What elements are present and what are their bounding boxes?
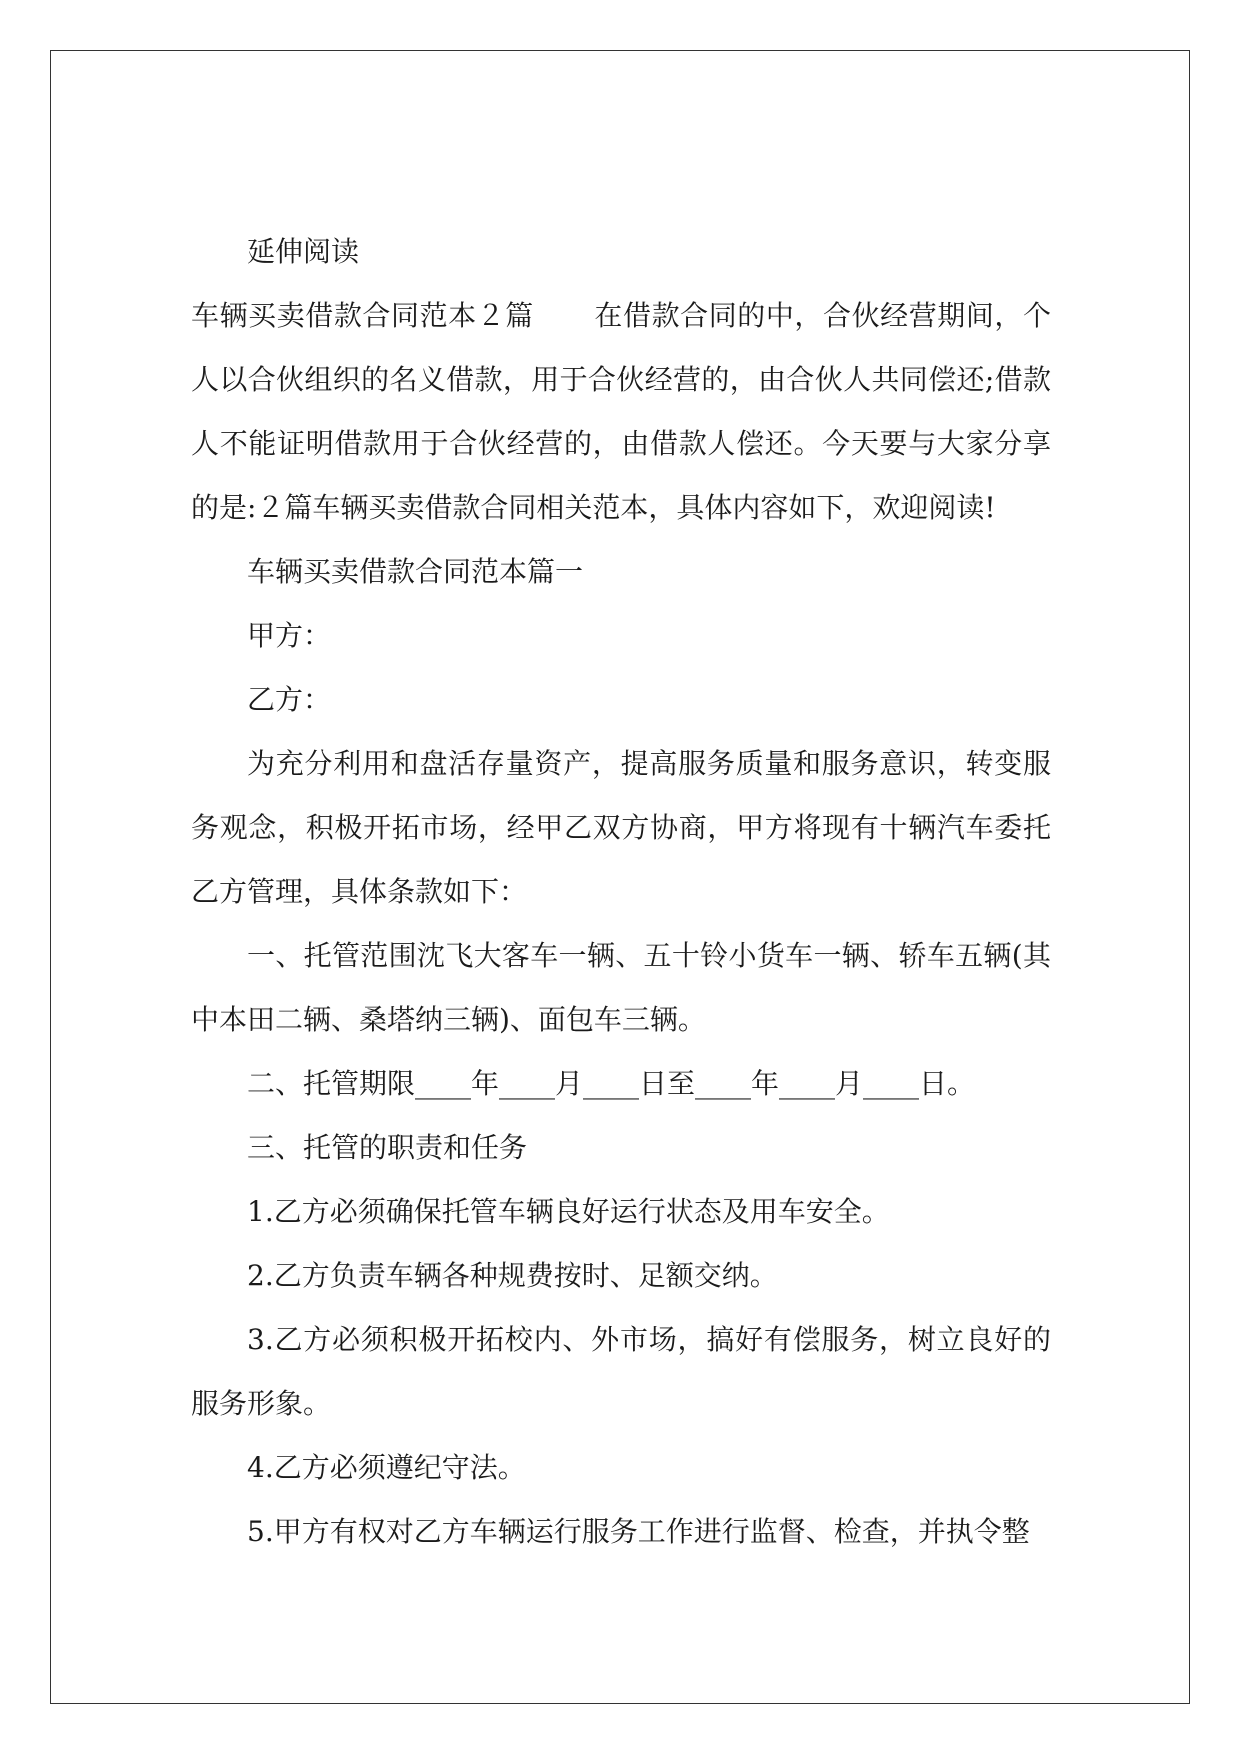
- duty-item-5: 5.甲方有权对乙方车辆运行服务工作进行监督、检查，并执令整: [247, 1515, 1030, 1548]
- party-b-label: 乙方：: [247, 683, 332, 716]
- duty-item-2: 2.乙方负责车辆各种规费按时、足额交纳。: [247, 1259, 778, 1292]
- section-title: 车辆买卖借款合同范本篇一: [247, 555, 584, 588]
- clause-2: 二、托管期限____年____月____日至____年____月____日。: [247, 1067, 976, 1100]
- intro-title: 车辆买卖借款合同范本２篇: [191, 299, 534, 332]
- preamble-paragraph: 为充分利用和盘活存量资产，提高服务质量和服务意识，转变服务观念，积极开拓市场，经甲乙双方协商，甲方将现有十辆汽车委托乙方管理，具体条款如下：: [191, 747, 1051, 908]
- clause-3: 三、托管的职责和任务: [247, 1131, 528, 1164]
- party-a-label: 甲方：: [247, 619, 332, 652]
- intro-text: 在借款合同的中，合伙经营期间，个人以合伙组织的名义借款，用于合伙经营的，由合伙人共同偿还;借款人不能证明借款用于合伙经营的，由借款人偿还。今天要与大家分享的是:２篇车辆买卖借款合同相关范本，具体内容如下，欢迎阅读!: [191, 299, 1051, 524]
- intro-paragraph: [191, 284, 1051, 540]
- duty-item-3: 3.乙方必须积极开拓校内、外市场，搞好有偿服务，树立良好的服务形象。: [191, 1323, 1051, 1420]
- extended-reading-heading: 延伸阅读: [247, 235, 360, 268]
- document-body: [191, 220, 1051, 1564]
- clause-1: 一、托管范围沈飞大客车一辆、五十铃小货车一辆、轿车五辆(其中本田二辆、桑塔纳三辆)、面包车三辆。: [191, 939, 1051, 1036]
- duty-item-1: 1.乙方必须确保托管车辆良好运行状态及用车安全。: [247, 1195, 890, 1228]
- duty-item-4: 4.乙方必须遵纪守法。: [247, 1451, 526, 1484]
